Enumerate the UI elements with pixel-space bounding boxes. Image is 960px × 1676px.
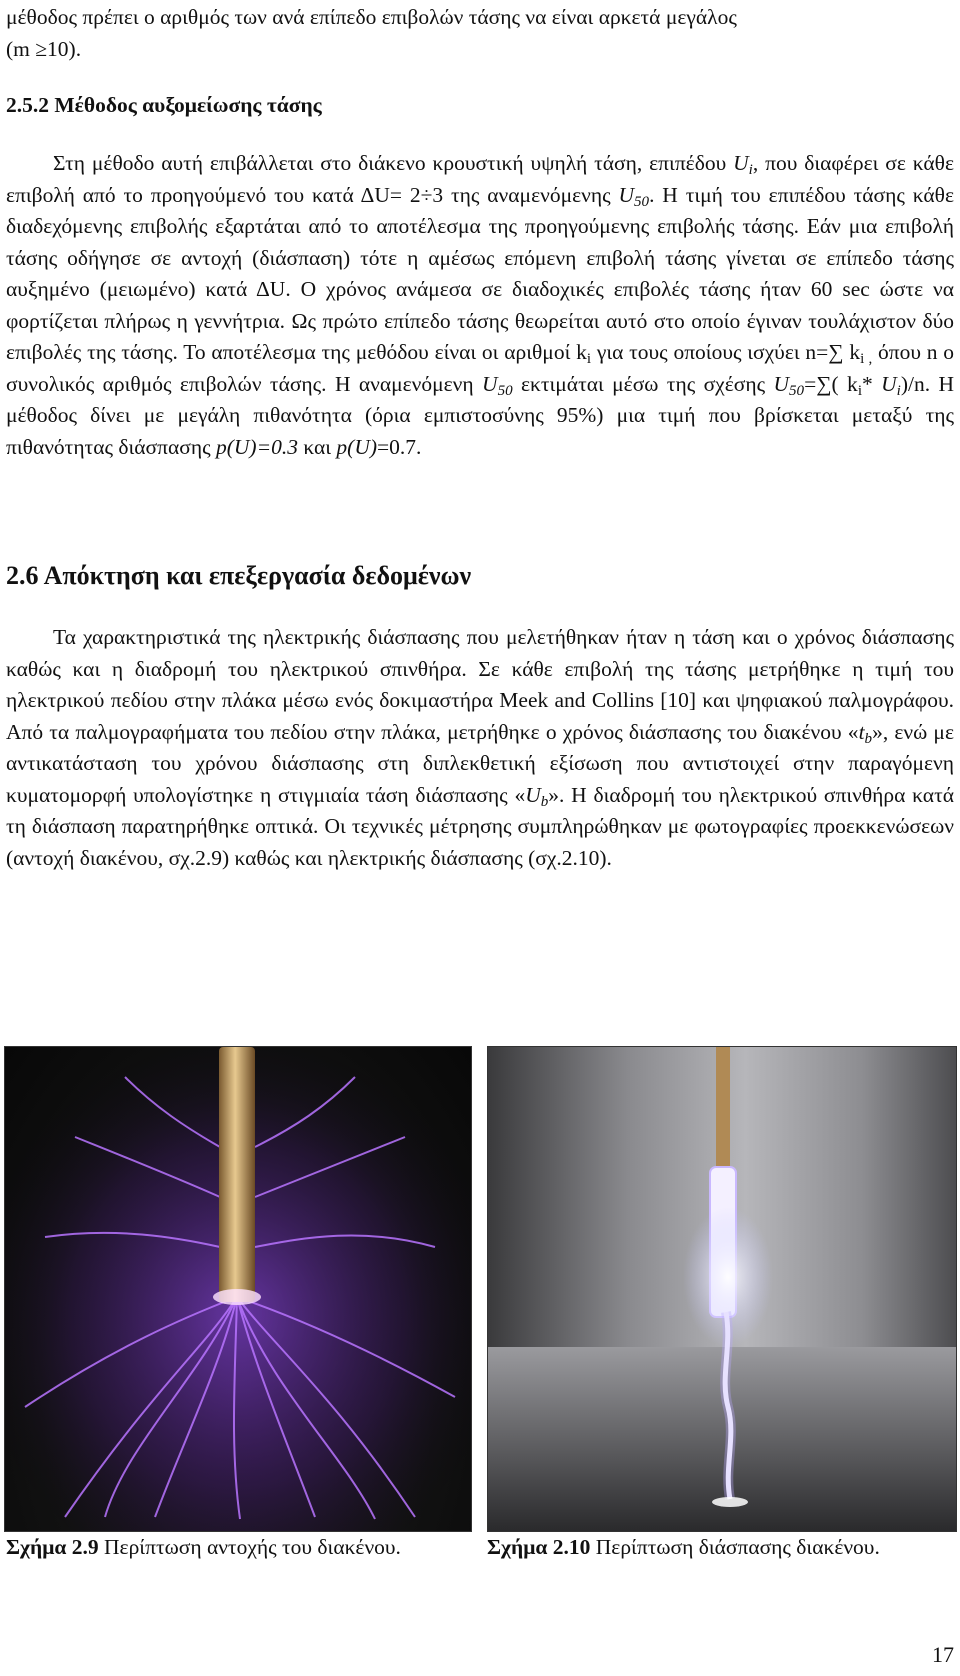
probability-low: p(U)=0.3 (215, 434, 298, 459)
text-run: όπου n ο συνολικός αριθμός επιβολών τάσης. Η αναμενόμενη (6, 340, 954, 396)
symbol-u50-text: U (773, 371, 790, 396)
text-run: . Η τιμή του επιπέδου τάσης κάθε διαδεχόμενης επιβολής εξαρτάται από το αποτέλεσμα της προηγούμενης επιβολής τάσης. Εάν μια επιβολή τάσης οδήγησε σε αντοχή (διάσπαση) τότε η αμέσως επόμενη επιβολή τάσης γίνεται σε επίπεδο τάσης αυξημένο (μειωμένο) κατά ΔU. Ο χρόνος ανάμεσα σε διαδοχικές επιβολές τάσης ήταν 60 sec ώστε να φορτίζεται πλήρως η γεννήτρια. Ως πρώτο επίπεδο τάσης θεωρείται αυτό στο οποίο έγιναν τουλάχιστον δύο επιβολές της τάσης. Το αποτέλεσμα της μεθόδου είναι οι αριθμοί k (6, 182, 954, 364)
figure-label: Σχήμα 2.9 (6, 1535, 99, 1559)
breakdown-photo-drawing (488, 1047, 956, 1531)
intro-line-2: (m ≥10). (6, 36, 82, 61)
probability-high-label: p(U) (336, 434, 378, 459)
symbol-tb-sub: b (864, 730, 873, 747)
symbol-u (881, 371, 901, 399)
withstand-photo-drawing (5, 1047, 471, 1531)
symbol-k-sub: i , (860, 350, 873, 367)
text-run: Στη μέθοδο αυτή επιβάλλεται στο διάκενο κρουστική υψηλή τάση, επιπέδου (53, 151, 734, 175)
symbol-ub-text: U (525, 782, 541, 807)
figure-breakdown-photo (487, 1046, 957, 1532)
symbol-u50-text: U (618, 182, 635, 207)
figure-caption-text: Περίπτωση διάσπασης διακένου. (590, 1535, 880, 1559)
symbol-u-text: U (733, 151, 749, 175)
symbol-tb-text: t (858, 719, 865, 744)
subsection-paragraph (6, 148, 954, 463)
symbol-ub-sub: b (540, 793, 549, 810)
symbol-u (733, 151, 753, 178)
text-run: εκτιμάται μέσω της σχέσης (512, 371, 774, 396)
text-run: =0.7. (377, 434, 422, 459)
symbol-u50-sub: 50 (497, 382, 513, 399)
section-paragraph (6, 622, 954, 874)
symbol-u-sub: i (748, 161, 753, 178)
symbol-u50 (773, 371, 805, 399)
text-run: =∑( k (804, 371, 858, 396)
figure-label: Σχήμα 2.10 (487, 1535, 591, 1559)
intro-line-1: μέθοδος πρέπει ο αριθμός των ανά επίπεδο επιβολών τάσης να είναι αρκετά μεγάλος (6, 5, 737, 29)
figure-caption-breakdown (487, 1532, 880, 1562)
text-run: Τα χαρακτηριστικά της ηλεκτρικής διάσπασης που μελετήθηκαν ήταν η τάση και ο χρόνος διάσπασης καθώς και η διαδρομή του ηλεκτρικού σπινθήρα. Σε κάθε επιβολή της τάσης μετρήθηκε η τιμή του ηλεκτρικού πεδίου στην πλάκα μέσω ενός δοκιμαστήρα Meek and Collins [10] και ψηφιακού παλμογράφου. Από τα παλμογραφήματα του πεδίου στην πλάκα, μετρήθηκε ο χρόνος διάσπασης του διακένου « (6, 625, 954, 744)
text-run: , που διαφέρει σε κάθε επιβολή από το προηγούμενό του κατά ΔU= 2÷3 της αναμενόμενης (6, 151, 954, 207)
text-run: και (297, 434, 337, 459)
figure-caption-withstand (6, 1532, 401, 1562)
symbol-ub (525, 782, 549, 810)
symbol-k-sub: i (857, 382, 862, 399)
text-run: * (862, 371, 882, 396)
text-run: )/n. Η μέθοδος δίνει με μεγάλη πιθανότητα (όρια εμπιστοσύνης 95%) μια τιμή που βρίσκεται μεταξύ της πιθανότητας διάσπασης (6, 371, 955, 459)
symbol-u50 (618, 182, 650, 210)
symbol-u50 (482, 371, 513, 399)
symbol-u-sub: i (896, 382, 901, 399)
symbol-u50-sub: 50 (634, 193, 650, 210)
intro-paragraph (6, 2, 954, 65)
figure-withstand-photo (4, 1046, 472, 1532)
symbol-tb (858, 719, 873, 747)
text-run: », ενώ με αντικατάσταση του χρόνου διάσπασης στη διπλεκθετική εξίσωση που αντιστοιχεί στην παραγόμενη κυματομορφή υπολογίστηκε η στιγμιαία τάση διάσπασης « (6, 719, 954, 807)
page-number: 17 (932, 1642, 954, 1667)
symbol-k-sub: i (586, 350, 592, 367)
figure-caption-text: Περίπτωση αντοχής του διακένου. (98, 1535, 401, 1559)
text-run: για τους οποίους ισχύει n=∑ k (591, 340, 861, 364)
subsection-heading: 2.5.2 Μέθοδος αυξομείωσης τάσης (6, 93, 322, 117)
section-heading: 2.6 Απόκτηση και επεξεργασία δεδομένων (6, 561, 472, 590)
symbol-u50-sub: 50 (789, 382, 805, 399)
symbol-u50-text: U (482, 371, 498, 396)
text-run: ». Η διαδρομή του ηλεκτρικού σπινθήρα κατά τη διάσπαση παρατηρήθηκε οπτικά. Οι τεχνικές μέτρησης συμπληρώθηκαν με φωτογραφίες προεκκενώσεων (αντοχή διακένου, σχ.2.9) καθώς και ηλεκτρικής διάσπασης (σχ.2.10). (6, 782, 954, 870)
symbol-u-text: U (881, 371, 897, 396)
